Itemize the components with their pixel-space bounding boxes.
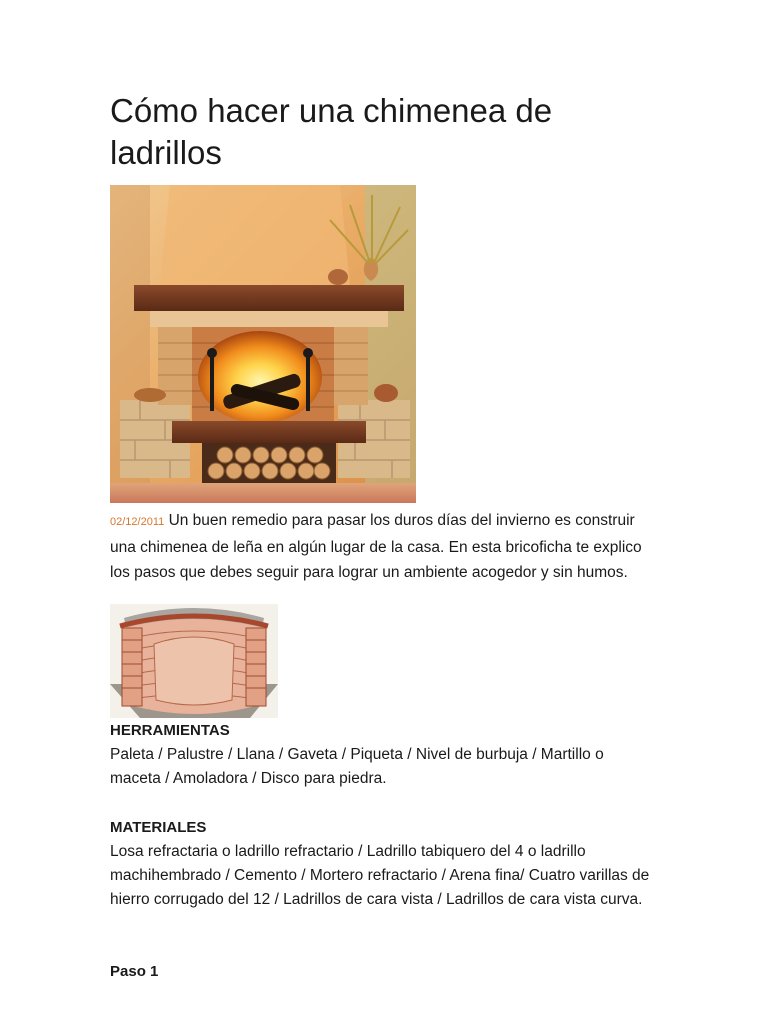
materials-section [110,816,655,912]
step-1-heading: Paso 1 [110,963,159,980]
materials-heading: MATERIALES [110,819,207,836]
tools-text: Paleta / Palustre / Llana / Gaveta / Piqueta / Nivel de burbuja / Martillo o maceta / Amoladora / Disco para piedra. [110,746,604,787]
step-1-section [110,960,655,984]
intro-paragraph [110,508,655,585]
tools-heading: HERRAMIENTAS [110,722,230,739]
tools-section [110,719,655,791]
article-title: Cómo hacer una chimenea de ladrillos [110,92,553,171]
brick-fireplace-sketch [110,604,278,718]
article-date: 02/12/2011 [110,516,165,528]
materials-text: Losa refractaria o ladrillo refractario / Ladrillo tabiquero del 4 o ladrillo machihembrado / Cemento / Mortero refractario / Arena fina/ Cuatro varillas de hierro corrugado del 12 / Ladrillos de cara vista / Ladrillos de cara vista curva. [110,843,650,908]
intro-text: Un buen remedio para pasar los duros días del invierno es construir una chimenea de leña en algún lugar de la casa. En esta bricoficha te explico los pasos que debes seguir para lograr un ambiente acogedor y sin humos. [110,512,642,581]
fireplace-photo [110,185,416,503]
